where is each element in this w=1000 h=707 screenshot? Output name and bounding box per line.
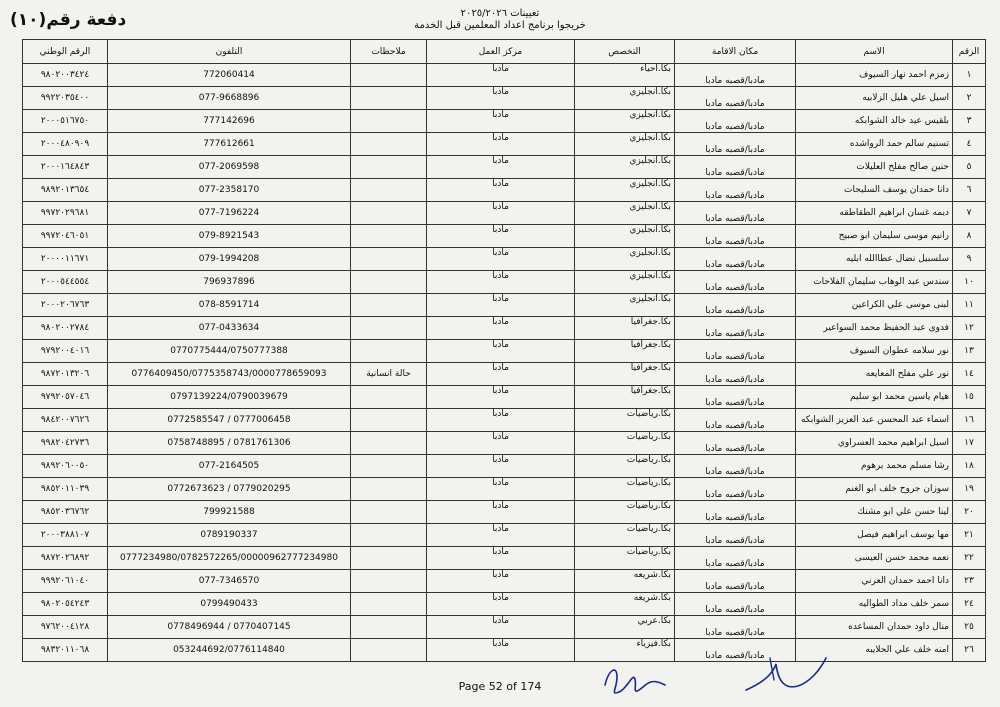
row-number: ٩ [953, 248, 986, 271]
row-specialty: بكا.احياء [575, 64, 675, 87]
table-row [23, 547, 986, 570]
row-national-id: ٩٨٠٢٠٠٣٤٢٤ [23, 64, 108, 87]
row-specialty: بكا.عربي [575, 616, 675, 639]
row-work-center: مادبا [427, 110, 575, 133]
row-work-center: مادبا [427, 409, 575, 432]
col-header-notes: ملاحظات [351, 40, 427, 64]
row-national-id: ٩٨٠٢٠٥٤٢٤٣ [23, 593, 108, 616]
row-number: ٨ [953, 225, 986, 248]
table-row [23, 179, 986, 202]
row-specialty: بكا.رياضيات [575, 547, 675, 570]
row-phone: 0772585547 / 0777006458 [108, 409, 351, 432]
row-national-id: ٢٠٠٠٢٠٦٧٦٣ [23, 294, 108, 317]
row-number: ٢٢ [953, 547, 986, 570]
row-national-id: ٢٠٠٠٣٨٨١٠٧ [23, 524, 108, 547]
row-specialty: بكا.رياضيات [575, 501, 675, 524]
row-number: ٢٤ [953, 593, 986, 616]
row-notes [351, 570, 427, 593]
row-name: هيام ياسين محمد ابو سليم [796, 386, 953, 409]
row-work-center: مادبا [427, 294, 575, 317]
table-row [23, 225, 986, 248]
document-title [350, 8, 650, 32]
row-notes [351, 271, 427, 294]
col-header-residence: مكان الاقامة [675, 40, 796, 64]
row-name: اسيل علي هليل الزلابيه [796, 87, 953, 110]
row-specialty: بكا.انجليزي [575, 179, 675, 202]
table-row [23, 248, 986, 271]
row-notes [351, 386, 427, 409]
row-number: ٧ [953, 202, 986, 225]
row-name: فدوى عبد الحفيظ محمد السواعير [796, 317, 953, 340]
row-work-center: مادبا [427, 248, 575, 271]
row-phone: 077-0433634 [108, 317, 351, 340]
row-residence: مادبا/قصبه مادبا [675, 409, 796, 432]
row-notes [351, 294, 427, 317]
table-row [23, 386, 986, 409]
row-name: حنين صالح مفلح العليلات [796, 156, 953, 179]
row-number: ١٧ [953, 432, 986, 455]
row-number: ١٤ [953, 363, 986, 386]
table-row [23, 87, 986, 110]
row-name: نعمه محمد حسن العيسى [796, 547, 953, 570]
row-phone: 077-2069598 [108, 156, 351, 179]
row-number: ٢١ [953, 524, 986, 547]
row-specialty: بكا.رياضيات [575, 478, 675, 501]
row-name: سمر خلف مداد الطواليه [796, 593, 953, 616]
table-row [23, 202, 986, 225]
table-row [23, 501, 986, 524]
appointments-table [22, 39, 986, 662]
col-header-specialty: التخصص [575, 40, 675, 64]
col-header-name: الاسم [796, 40, 953, 64]
row-residence: مادبا/قصبه مادبا [675, 248, 796, 271]
row-residence: مادبا/قصبه مادبا [675, 179, 796, 202]
row-national-id: ٢٠٠٠٤٨٠٩٠٩ [23, 133, 108, 156]
row-residence: مادبا/قصبه مادبا [675, 547, 796, 570]
row-work-center: مادبا [427, 156, 575, 179]
row-name: سندس عبد الوهاب سليمان الفلاحات [796, 271, 953, 294]
table-row [23, 455, 986, 478]
row-name: اسماء عبد المحسن عبد العزيز الشوابكه [796, 409, 953, 432]
row-name: رانيم موسى سليمان ابو صبيح [796, 225, 953, 248]
col-header-national-id: الرقم الوطني [23, 40, 108, 64]
row-notes [351, 524, 427, 547]
row-residence: مادبا/قصبه مادبا [675, 593, 796, 616]
row-residence: مادبا/قصبه مادبا [675, 363, 796, 386]
row-national-id: ٩٩٩٢٠٦١٠٤٠ [23, 570, 108, 593]
table-row [23, 570, 986, 593]
row-specialty: بكا.انجليزي [575, 133, 675, 156]
row-name: زمزم احمد نهار السيوف [796, 64, 953, 87]
row-work-center: مادبا [427, 547, 575, 570]
row-work-center: مادبا [427, 593, 575, 616]
row-notes [351, 639, 427, 662]
row-notes [351, 133, 427, 156]
row-name: رشا مسلم محمد برهوم [796, 455, 953, 478]
row-notes [351, 179, 427, 202]
row-work-center: مادبا [427, 202, 575, 225]
row-residence: مادبا/قصبه مادبا [675, 386, 796, 409]
table-row [23, 340, 986, 363]
row-number: ١٨ [953, 455, 986, 478]
row-specialty: بكا.رياضيات [575, 524, 675, 547]
row-specialty: بكا.فيزياء [575, 639, 675, 662]
col-header-num: الرقم [953, 40, 986, 64]
row-work-center: مادبا [427, 386, 575, 409]
row-phone: 0799490433 [108, 593, 351, 616]
row-national-id: ٢٠٠٠٠١١٦٧١ [23, 248, 108, 271]
row-notes [351, 317, 427, 340]
row-phone: 0789190337 [108, 524, 351, 547]
row-national-id: ٩٧٦٢٠٠٤١٢٨ [23, 616, 108, 639]
row-specialty: بكا.رياضيات [575, 432, 675, 455]
row-phone: 0770775444/0750777388 [108, 340, 351, 363]
row-specialty: بكا.انجليزي [575, 271, 675, 294]
row-residence: مادبا/قصبه مادبا [675, 501, 796, 524]
row-work-center: مادبا [427, 133, 575, 156]
row-phone: 077-2358170 [108, 179, 351, 202]
row-residence: مادبا/قصبه مادبا [675, 317, 796, 340]
row-notes [351, 478, 427, 501]
row-national-id: ٩٨٣٢٠١١٠٦٨ [23, 639, 108, 662]
row-name: منال داود حمدان المساعده [796, 616, 953, 639]
table-row [23, 432, 986, 455]
row-residence: مادبا/قصبه مادبا [675, 133, 796, 156]
row-phone: 077-7196224 [108, 202, 351, 225]
row-national-id: ٩٨٧٢٠١٣٢٠٦ [23, 363, 108, 386]
row-notes [351, 455, 427, 478]
row-phone: 077-7346570 [108, 570, 351, 593]
row-name: لبنى موسى علي الكراعين [796, 294, 953, 317]
row-phone: 0778496944 / 0770407145 [108, 616, 351, 639]
row-phone: 077-9668896 [108, 87, 351, 110]
row-name: مها يوسف ابراهيم فيصل [796, 524, 953, 547]
col-header-phone: التلفون [108, 40, 351, 64]
row-residence: مادبا/قصبه مادبا [675, 524, 796, 547]
table-row [23, 110, 986, 133]
row-specialty: بكا.انجليزي [575, 294, 675, 317]
row-name: اسيل ابراهيم محمد العسراوي [796, 432, 953, 455]
row-notes [351, 202, 427, 225]
row-phone: 079-1994208 [108, 248, 351, 271]
table-row [23, 317, 986, 340]
row-residence: مادبا/قصبه مادبا [675, 87, 796, 110]
row-national-id: ٩٧٩٢٠٥٧٠٤٦ [23, 386, 108, 409]
row-number: ٢ [953, 87, 986, 110]
row-name: دانا حمدان يوسف السليحات [796, 179, 953, 202]
table-row [23, 616, 986, 639]
row-number: ١٢ [953, 317, 986, 340]
row-specialty: بكا.جغرافيا [575, 340, 675, 363]
row-notes [351, 64, 427, 87]
row-residence: مادبا/قصبه مادبا [675, 271, 796, 294]
row-national-id: ٩٨٥٢٠٣٦٧٦٢ [23, 501, 108, 524]
row-residence: مادبا/قصبه مادبا [675, 478, 796, 501]
row-work-center: مادبا [427, 363, 575, 386]
row-name: لينا حسن علي ابو مشنك [796, 501, 953, 524]
row-work-center: مادبا [427, 524, 575, 547]
row-work-center: مادبا [427, 432, 575, 455]
table-row [23, 478, 986, 501]
row-notes [351, 87, 427, 110]
row-phone: 079-8921543 [108, 225, 351, 248]
row-notes [351, 110, 427, 133]
row-number: ٦ [953, 179, 986, 202]
row-specialty: بكا.شريعه [575, 570, 675, 593]
row-national-id: ٩٨٩٢٠٦٠٠٥٠ [23, 455, 108, 478]
row-name: امنه خلف علي الحلايبه [796, 639, 953, 662]
title-line-1: تعيينات ٢٠٢٥/٢٠٢٦ [460, 8, 540, 19]
row-number: ٢٠ [953, 501, 986, 524]
row-notes [351, 248, 427, 271]
table-row [23, 156, 986, 179]
row-specialty: بكا.جغرافيا [575, 386, 675, 409]
row-residence: مادبا/قصبه مادبا [675, 616, 796, 639]
row-phone: 0797139224/0790039679 [108, 386, 351, 409]
row-number: ٥ [953, 156, 986, 179]
row-specialty: بكا.انجليزي [575, 110, 675, 133]
row-residence: مادبا/قصبه مادبا [675, 570, 796, 593]
row-national-id: ٩٩٧٢٠٤٦٠٥١ [23, 225, 108, 248]
row-specialty: بكا.انجليزي [575, 225, 675, 248]
batch-number: دفعة رقم(١٠) [10, 10, 127, 30]
table-row [23, 133, 986, 156]
row-residence: مادبا/قصبه مادبا [675, 225, 796, 248]
row-notes: حالة انسانية [351, 363, 427, 386]
row-number: ٢٣ [953, 570, 986, 593]
row-residence: مادبا/قصبه مادبا [675, 64, 796, 87]
row-work-center: مادبا [427, 64, 575, 87]
row-number: ١ [953, 64, 986, 87]
row-residence: مادبا/قصبه مادبا [675, 432, 796, 455]
row-notes [351, 501, 427, 524]
row-work-center: مادبا [427, 87, 575, 110]
row-national-id: ٢٠٠٠٥٤٤٥٥٤ [23, 271, 108, 294]
row-work-center: مادبا [427, 225, 575, 248]
row-national-id: ٩٩٢٢٠٣٥٤٠٠ [23, 87, 108, 110]
row-work-center: مادبا [427, 501, 575, 524]
row-specialty: بكا.انجليزي [575, 248, 675, 271]
row-notes [351, 616, 427, 639]
row-residence: مادبا/قصبه مادبا [675, 110, 796, 133]
signature-1 [595, 655, 685, 703]
row-work-center: مادبا [427, 455, 575, 478]
row-notes [351, 225, 427, 248]
row-specialty: بكا.شريعه [575, 593, 675, 616]
row-national-id: ٩٨٤٢٠٠٧٦٢٦ [23, 409, 108, 432]
row-work-center: مادبا [427, 317, 575, 340]
row-national-id: ٩٨٧٢٠٢٦٨٩٢ [23, 547, 108, 570]
title-line-2: خريجوا برنامج اعداد المعلمين قبل الخدمة [414, 20, 586, 31]
row-specialty: بكا.انجليزي [575, 202, 675, 225]
row-phone: 0776409450/0775358743/0000778659093 [108, 363, 351, 386]
row-specialty: بكا.رياضيات [575, 455, 675, 478]
table-row [23, 409, 986, 432]
row-phone: 077-2164505 [108, 455, 351, 478]
table-row [23, 639, 986, 662]
row-notes [351, 409, 427, 432]
table-row [23, 294, 986, 317]
row-notes [351, 156, 427, 179]
row-specialty: بكا.جغرافيا [575, 363, 675, 386]
row-residence: مادبا/قصبه مادبا [675, 340, 796, 363]
table-header-row [23, 40, 986, 64]
table-row [23, 363, 986, 386]
row-name: تسنيم سالم حمد الرواشده [796, 133, 953, 156]
row-national-id: ٩٨٩٢٠١٣٦٥٤ [23, 179, 108, 202]
row-name: ديمه غسان ابراهيم الطقاطقه [796, 202, 953, 225]
row-national-id: ٩٨٥٢٠١١٠٣٩ [23, 478, 108, 501]
row-residence: مادبا/قصبه مادبا [675, 294, 796, 317]
row-residence: مادبا/قصبه مادبا [675, 639, 796, 662]
row-national-id: ٩٩٨٢٠٤٢٧٣٦ [23, 432, 108, 455]
row-phone: 053244692/0776114840 [108, 639, 351, 662]
row-national-id: ٩٩٧٢٠٢٩٦٨١ [23, 202, 108, 225]
row-national-id: ٩٧٩٢٠٠٤٠١٦ [23, 340, 108, 363]
row-work-center: مادبا [427, 179, 575, 202]
row-work-center: مادبا [427, 570, 575, 593]
row-work-center: مادبا [427, 478, 575, 501]
row-specialty: بكا.انجليزي [575, 87, 675, 110]
row-phone: 078-8591714 [108, 294, 351, 317]
row-name: سلسبيل نضال عطاالله ابليه [796, 248, 953, 271]
row-specialty: بكا.رياضيات [575, 409, 675, 432]
row-national-id: ٢٠٠٠٥١٦٧٥٠ [23, 110, 108, 133]
table-row [23, 524, 986, 547]
row-number: ٢٥ [953, 616, 986, 639]
row-number: ٢٦ [953, 639, 986, 662]
row-name: نور علي مفلح المعايعه [796, 363, 953, 386]
row-notes [351, 593, 427, 616]
row-phone: 796937896 [108, 271, 351, 294]
row-specialty: بكا.انجليزي [575, 156, 675, 179]
row-number: ٣ [953, 110, 986, 133]
row-number: ١٦ [953, 409, 986, 432]
row-name: نور سلامه عطوان السيوف [796, 340, 953, 363]
row-residence: مادبا/قصبه مادبا [675, 455, 796, 478]
table-row [23, 271, 986, 294]
row-work-center: مادبا [427, 340, 575, 363]
row-work-center: مادبا [427, 616, 575, 639]
row-number: ١٣ [953, 340, 986, 363]
signature-2 [740, 650, 840, 702]
row-residence: مادبا/قصبه مادبا [675, 156, 796, 179]
row-phone: 0777234980/0782572265/00000962777234980 [108, 547, 351, 570]
row-phone: 0772673623 / 0779020295 [108, 478, 351, 501]
row-number: ١١ [953, 294, 986, 317]
row-phone: 777612661 [108, 133, 351, 156]
row-national-id: ٢٠٠٠١٦٤٨٤٣ [23, 156, 108, 179]
row-specialty: بكا.جغرافيا [575, 317, 675, 340]
row-work-center: مادبا [427, 639, 575, 662]
table-row [23, 64, 986, 87]
row-phone: 772060414 [108, 64, 351, 87]
row-phone: 0758748895 / 0781761306 [108, 432, 351, 455]
col-header-work-center: مركز العمل [427, 40, 575, 64]
row-notes [351, 340, 427, 363]
row-name: بلقيس عيد خالد الشوابكه [796, 110, 953, 133]
row-work-center: مادبا [427, 271, 575, 294]
row-number: ٤ [953, 133, 986, 156]
row-national-id: ٩٨٠٢٠٠٢٧٨٤ [23, 317, 108, 340]
table-row [23, 593, 986, 616]
row-number: ١٩ [953, 478, 986, 501]
row-number: ١٥ [953, 386, 986, 409]
row-number: ١٠ [953, 271, 986, 294]
row-phone: 777142696 [108, 110, 351, 133]
row-notes [351, 547, 427, 570]
row-phone: 799921588 [108, 501, 351, 524]
row-name: دانا احمد حمدان العرني [796, 570, 953, 593]
row-name: سوزان جروح خلف ابو الغنم [796, 478, 953, 501]
row-notes [351, 432, 427, 455]
row-residence: مادبا/قصبه مادبا [675, 202, 796, 225]
page-number: Page 52 of 174 [458, 680, 542, 693]
